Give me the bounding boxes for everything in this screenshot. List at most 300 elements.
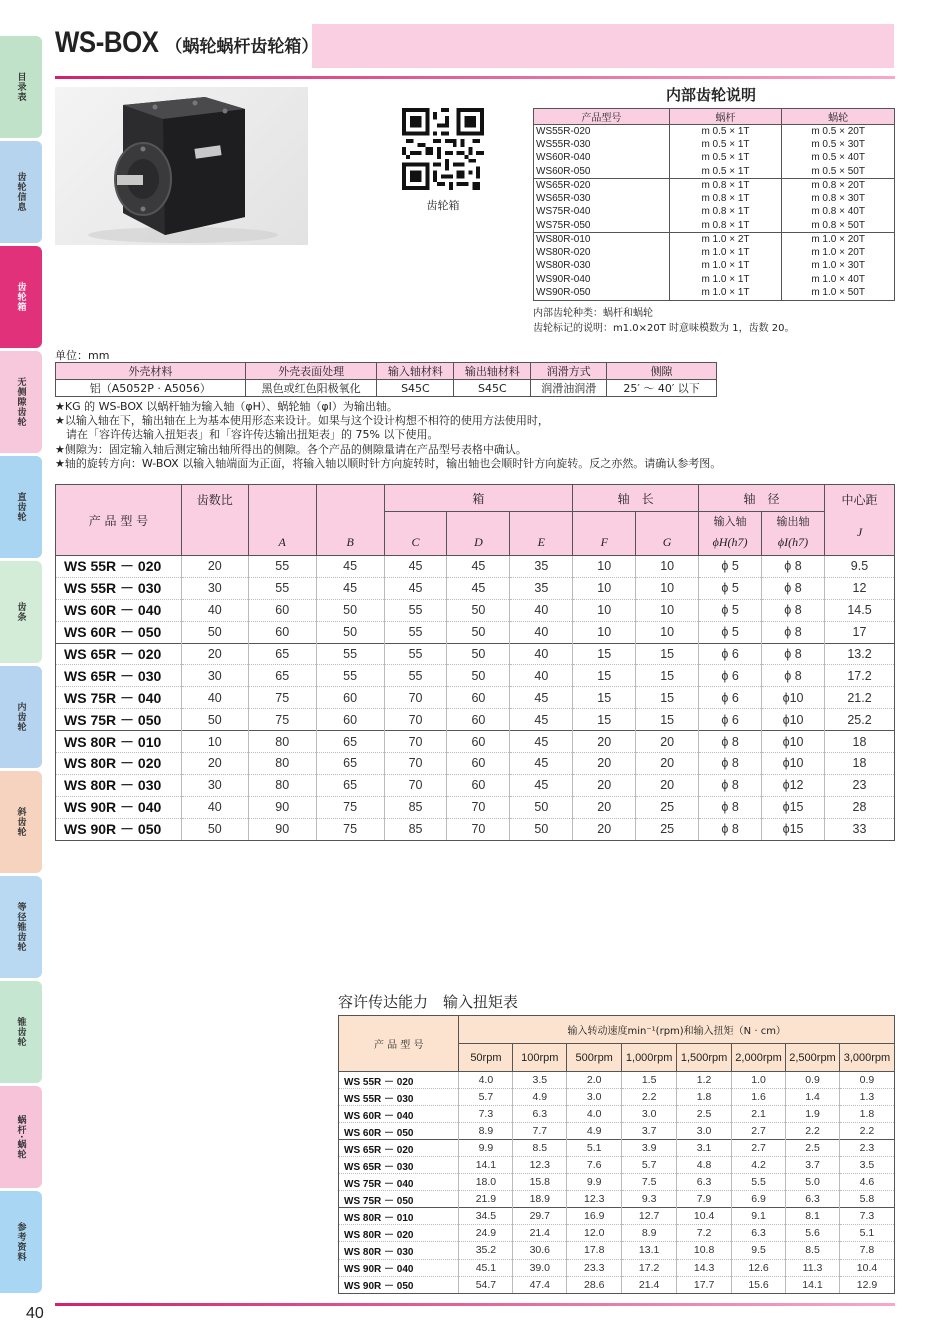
table-cell: m 0.8 × 50T <box>782 219 895 233</box>
col-E: E <box>510 512 573 556</box>
table-cell: 2.2 <box>786 1123 840 1140</box>
table-cell: ϕ12 <box>762 774 825 796</box>
center-header <box>824 485 894 556</box>
table-cell: 40 <box>510 599 573 621</box>
table-cell: 40 <box>510 665 573 687</box>
table-cell: 9.1 <box>732 1208 786 1225</box>
model-cell: WS 55R － 020 <box>339 1072 459 1089</box>
materials-cell: 黑色或红色阳极氧化 <box>245 380 377 397</box>
internal-gear-note-1: 内部齿轮种类：蜗杆和蜗轮 <box>533 308 653 319</box>
table-cell: WS90R-040 <box>534 273 670 287</box>
table-cell: ϕ 8 <box>699 731 762 753</box>
table-cell: 7.8 <box>839 1242 894 1259</box>
table-cell: 20 <box>181 753 248 775</box>
table-cell: 55 <box>384 665 447 687</box>
table-cell: m 1.0 × 50T <box>782 287 895 301</box>
table-cell: 55 <box>316 665 384 687</box>
table-row <box>534 260 895 274</box>
table-row <box>339 1276 895 1293</box>
center-header-label: 中心距 <box>841 493 878 507</box>
table-cell: 3.7 <box>622 1123 677 1140</box>
table-cell: ϕ 5 <box>699 599 762 621</box>
model-cell: WS 65R － 020 <box>339 1140 459 1157</box>
table-cell: 17 <box>824 621 894 643</box>
table-cell: 18 <box>824 731 894 753</box>
internal-gear-title: 内部齿轮说明 <box>666 86 757 104</box>
notes <box>55 400 721 471</box>
table-cell: 30.6 <box>513 1242 567 1259</box>
table-cell: 10 <box>636 556 699 578</box>
side-tab-label: 斜齿轮 <box>15 807 26 837</box>
table-cell: 47.4 <box>513 1276 567 1293</box>
table-cell: 12.3 <box>567 1191 622 1208</box>
table-cell: 12.0 <box>567 1225 622 1242</box>
table-cell: 20 <box>573 774 636 796</box>
table-cell: 6.3 <box>513 1106 567 1123</box>
table-cell: 7.9 <box>677 1191 732 1208</box>
table-cell: 5.7 <box>459 1089 513 1106</box>
qr-label: 齿轮箱 <box>426 199 460 212</box>
table-cell: 4.6 <box>839 1174 894 1191</box>
shaft-length-header: 轴 长 <box>573 485 699 512</box>
table-cell: 35.2 <box>459 1242 513 1259</box>
table-row <box>339 1191 895 1208</box>
side-tab-11[interactable] <box>0 1086 42 1188</box>
table-row <box>339 1259 895 1276</box>
table-cell: 7.2 <box>677 1225 732 1242</box>
speed-header: 1,000rpm <box>622 1044 677 1072</box>
table-cell: 55 <box>384 599 447 621</box>
table-cell: 15 <box>636 687 699 709</box>
table-cell: 8.1 <box>786 1208 840 1225</box>
bottom-divider <box>55 1303 895 1306</box>
table-row <box>534 125 895 139</box>
materials-header: 侧隙 <box>607 363 717 380</box>
table-cell: 17.2 <box>622 1259 677 1276</box>
table-cell: 50 <box>181 818 248 840</box>
model-cell: WS 65R － 030 <box>56 665 182 687</box>
col-H <box>699 512 762 556</box>
table-cell: 3.5 <box>513 1072 567 1089</box>
materials-table <box>55 362 717 397</box>
table-cell: 2.5 <box>677 1106 732 1123</box>
speed-header: 50rpm <box>459 1044 513 1072</box>
table-row <box>339 1123 895 1140</box>
col-F: F <box>573 512 636 556</box>
side-tab-label: 齿轮信息 <box>15 172 26 212</box>
speed-header: 100rpm <box>513 1044 567 1072</box>
table-cell: 15 <box>573 643 636 665</box>
side-tab-10[interactable] <box>0 981 42 1083</box>
table-cell: 15 <box>573 709 636 731</box>
table-cell: 9.9 <box>459 1140 513 1157</box>
side-tab-3[interactable] <box>0 246 42 348</box>
table-cell: 35 <box>510 556 573 578</box>
table-cell: 9.9 <box>567 1174 622 1191</box>
table-cell: 15 <box>573 687 636 709</box>
materials-header: 输入轴材料 <box>377 363 454 380</box>
table-cell: 10.4 <box>677 1208 732 1225</box>
table-row <box>534 233 895 247</box>
table-cell: 70 <box>384 774 447 796</box>
table-cell: 5.7 <box>622 1157 677 1174</box>
table-cell: m 0.5 × 1T <box>669 125 782 139</box>
table-cell: 45 <box>510 753 573 775</box>
model-cell: WS 90R － 040 <box>56 796 182 818</box>
table-cell: ϕ 6 <box>699 709 762 731</box>
table-cell: 23 <box>824 774 894 796</box>
table-cell: 65 <box>248 643 316 665</box>
side-tab-7[interactable] <box>0 666 42 768</box>
table-cell: 6.3 <box>677 1174 732 1191</box>
table-cell: 18.0 <box>459 1174 513 1191</box>
table-cell: 1.5 <box>622 1072 677 1089</box>
table-cell: 7.3 <box>839 1208 894 1225</box>
table-cell: 60 <box>248 621 316 643</box>
model-cell: WS 80R － 010 <box>339 1208 459 1225</box>
table-cell: 10 <box>573 556 636 578</box>
model-cell: WS 60R － 050 <box>339 1123 459 1140</box>
side-tab-label: 直齿轮 <box>15 492 26 522</box>
table-cell: 50 <box>316 621 384 643</box>
table-cell: 33 <box>824 818 894 840</box>
table-row <box>534 273 895 287</box>
table-cell: 40 <box>181 687 248 709</box>
table-cell: 12.6 <box>732 1259 786 1276</box>
table-cell: 10 <box>573 577 636 599</box>
table-cell: 45 <box>384 556 447 578</box>
table-row <box>339 1208 895 1225</box>
side-tab-9[interactable] <box>0 876 42 978</box>
table-cell: 13.2 <box>824 643 894 665</box>
side-tab-label: 蜗杆·蜗轮 <box>15 1114 26 1160</box>
table-cell: 40 <box>510 643 573 665</box>
table-cell: 16.9 <box>567 1208 622 1225</box>
table-cell: m 0.8 × 1T <box>669 192 782 206</box>
table-row <box>534 192 895 206</box>
table-row <box>339 1072 895 1089</box>
table-row <box>339 1157 895 1174</box>
side-tab-label: 参考资料 <box>15 1222 26 1262</box>
table-cell: 5.8 <box>839 1191 894 1208</box>
table-cell: 17.7 <box>677 1276 732 1293</box>
table-cell: 12.3 <box>513 1157 567 1174</box>
table-cell: 25.2 <box>824 709 894 731</box>
table-cell: 55 <box>384 621 447 643</box>
table-cell: ϕ 5 <box>699 577 762 599</box>
table-cell: 2.2 <box>839 1123 894 1140</box>
table-cell: 15.8 <box>513 1174 567 1191</box>
table-cell: 8.5 <box>786 1242 840 1259</box>
table-cell: 65 <box>316 731 384 753</box>
speed-header: 2,000rpm <box>732 1044 786 1072</box>
model-cell: WS 75R － 040 <box>56 687 182 709</box>
page-number: 40 <box>26 1305 44 1322</box>
model-cell: WS 80R － 030 <box>339 1242 459 1259</box>
table-cell: 65 <box>316 774 384 796</box>
table-cell: 21.4 <box>513 1225 567 1242</box>
table-row <box>56 556 895 578</box>
model-cell: WS 80R － 010 <box>56 731 182 753</box>
table-cell: 28.6 <box>567 1276 622 1293</box>
table-cell: 1.4 <box>786 1089 840 1106</box>
table-cell: 10 <box>573 621 636 643</box>
table-cell: 75 <box>248 709 316 731</box>
output-shaft-label: 输出轴 <box>776 515 810 528</box>
table-cell: m 1.0 × 30T <box>782 260 895 274</box>
table-cell: 24.9 <box>459 1225 513 1242</box>
table-cell: 0.9 <box>786 1072 840 1089</box>
side-tab-6[interactable] <box>0 561 42 663</box>
table-cell: 5.5 <box>732 1174 786 1191</box>
table-row <box>56 731 895 753</box>
table-cell: ϕ10 <box>762 753 825 775</box>
table-row <box>339 1140 895 1157</box>
table-cell: 7.7 <box>513 1123 567 1140</box>
table-cell: 20 <box>181 556 248 578</box>
table-cell: 13.1 <box>622 1242 677 1259</box>
torque-model-header: 产 品 型 号 <box>339 1016 459 1072</box>
model-cell: WS 80R － 020 <box>56 753 182 775</box>
table-row <box>339 1089 895 1106</box>
table-row <box>56 796 895 818</box>
title-banner <box>312 24 894 68</box>
table-cell: 50 <box>447 599 510 621</box>
table-cell: ϕ 8 <box>762 577 825 599</box>
table-cell: 3.7 <box>786 1157 840 1174</box>
table-cell: 34.5 <box>459 1208 513 1225</box>
table-cell: 70 <box>384 753 447 775</box>
table-cell: 17.8 <box>567 1242 622 1259</box>
table-cell: 7.5 <box>622 1174 677 1191</box>
table-cell: 1.6 <box>732 1089 786 1106</box>
page-title <box>55 26 318 66</box>
table-cell: 30 <box>181 577 248 599</box>
side-tab-label: 无侧隙齿轮 <box>15 377 26 427</box>
table-cell: ϕ 5 <box>699 556 762 578</box>
table-cell: ϕ10 <box>762 731 825 753</box>
ig-header: 蜗杆 <box>669 109 782 125</box>
qr-code[interactable] <box>402 108 484 190</box>
table-cell: m 0.8 × 1T <box>669 179 782 193</box>
table-cell: m 0.8 × 30T <box>782 192 895 206</box>
table-cell: 2.2 <box>622 1089 677 1106</box>
table-cell: 2.5 <box>786 1140 840 1157</box>
note-line: ★以输入轴在下，输出轴在上为基本使用形态来设计。如果与这个设计构想不相符的使用方法使用时， <box>55 414 549 428</box>
table-cell: 70 <box>447 796 510 818</box>
table-row <box>534 206 895 220</box>
table-cell: 8.5 <box>513 1140 567 1157</box>
input-shaft-label: 输入轴 <box>713 515 747 528</box>
model-cell: WS 80R － 030 <box>56 774 182 796</box>
table-cell: 11.3 <box>786 1259 840 1276</box>
table-cell: 10 <box>181 731 248 753</box>
table-cell: WS60R-050 <box>534 165 670 179</box>
table-cell: 8.9 <box>459 1123 513 1140</box>
table-cell: WS75R-050 <box>534 219 670 233</box>
table-cell: m 0.5 × 20T <box>782 125 895 139</box>
side-tab-5[interactable] <box>0 456 42 558</box>
table-cell: m 0.5 × 50T <box>782 165 895 179</box>
side-tab-label: 内齿轮 <box>15 702 26 732</box>
model-header: 产 品 型 号 <box>56 485 182 556</box>
speed-header: 3,000rpm <box>839 1044 894 1072</box>
table-cell: 23.3 <box>567 1259 622 1276</box>
table-cell: 80 <box>248 774 316 796</box>
table-cell: 3.5 <box>839 1157 894 1174</box>
table-cell: ϕ 8 <box>699 753 762 775</box>
table-cell: 60 <box>447 753 510 775</box>
table-row <box>56 643 895 665</box>
table-cell: ϕ15 <box>762 796 825 818</box>
table-cell: ϕ 8 <box>762 643 825 665</box>
table-cell: WS60R-040 <box>534 152 670 166</box>
model-cell: WS 55R － 020 <box>56 556 182 578</box>
table-row <box>339 1174 895 1191</box>
table-cell: m 1.0 × 40T <box>782 273 895 287</box>
side-tab-4[interactable] <box>0 351 42 453</box>
table-cell: 85 <box>384 818 447 840</box>
col-J: J <box>856 525 863 539</box>
table-cell: 50 <box>510 818 573 840</box>
materials-cell: S45C <box>454 380 531 397</box>
table-cell: ϕ 8 <box>699 818 762 840</box>
table-cell: 15 <box>636 709 699 731</box>
table-cell: m 0.5 × 40T <box>782 152 895 166</box>
table-cell: ϕ 8 <box>699 774 762 796</box>
table-cell: 21.9 <box>459 1191 513 1208</box>
table-cell: WS80R-010 <box>534 233 670 247</box>
table-cell: ϕ 8 <box>762 621 825 643</box>
table-cell: 1.8 <box>839 1106 894 1123</box>
col-C: C <box>384 512 447 556</box>
side-tab-2[interactable] <box>0 141 42 243</box>
table-cell: 50 <box>447 643 510 665</box>
table-cell: 60 <box>316 687 384 709</box>
table-cell: 6.9 <box>732 1191 786 1208</box>
table-cell: ϕ 6 <box>699 643 762 665</box>
table-cell: 30 <box>181 774 248 796</box>
table-cell: 90 <box>248 796 316 818</box>
model-cell: WS 75R － 050 <box>56 709 182 731</box>
col-I-letter: ϕI(h7) <box>777 535 809 549</box>
table-cell: 60 <box>316 709 384 731</box>
table-cell: 14.1 <box>459 1157 513 1174</box>
side-tab-label: 目录表 <box>15 72 26 102</box>
table-cell: 3.1 <box>677 1140 732 1157</box>
table-cell: 45 <box>510 774 573 796</box>
table-cell: 60 <box>447 731 510 753</box>
table-row <box>56 687 895 709</box>
table-cell: 5.6 <box>786 1225 840 1242</box>
col-B: B <box>316 485 384 556</box>
table-cell: 35 <box>510 577 573 599</box>
table-cell: m 1.0 × 1T <box>669 246 782 260</box>
table-cell: 70 <box>384 731 447 753</box>
table-cell: WS55R-030 <box>534 138 670 152</box>
table-cell: 10.4 <box>839 1259 894 1276</box>
table-cell: 25 <box>636 796 699 818</box>
table-cell: 30 <box>181 665 248 687</box>
table-row <box>56 621 895 643</box>
table-cell: 60 <box>447 709 510 731</box>
table-cell: 75 <box>316 818 384 840</box>
side-tab-12[interactable] <box>0 1191 42 1293</box>
materials-header: 外壳表面处理 <box>245 363 377 380</box>
table-cell: 55 <box>384 643 447 665</box>
col-A: A <box>248 485 316 556</box>
table-cell: 20 <box>636 731 699 753</box>
table-row <box>56 709 895 731</box>
model-cell: WS 55R － 030 <box>56 577 182 599</box>
table-cell: 55 <box>248 577 316 599</box>
table-cell: m 0.5 × 30T <box>782 138 895 152</box>
table-cell: 40 <box>181 796 248 818</box>
table-row <box>534 138 895 152</box>
table-cell: m 0.5 × 1T <box>669 152 782 166</box>
table-row <box>534 152 895 166</box>
table-cell: 60 <box>248 599 316 621</box>
table-cell: m 1.0 × 20T <box>782 233 895 247</box>
table-cell: 21.2 <box>824 687 894 709</box>
model-cell: WS 55R － 030 <box>339 1089 459 1106</box>
table-cell: 15 <box>573 665 636 687</box>
shaft-dia-header: 轴 径 <box>699 485 825 512</box>
table-cell: 70 <box>384 709 447 731</box>
table-cell: 29.7 <box>513 1208 567 1225</box>
table-cell: 45 <box>510 709 573 731</box>
table-cell: 75 <box>316 796 384 818</box>
table-cell: 14.5 <box>824 599 894 621</box>
table-cell: 1.0 <box>732 1072 786 1089</box>
table-row <box>56 577 895 599</box>
side-tab-label: 锥齿轮 <box>15 1017 26 1047</box>
model-cell: WS 90R － 050 <box>56 818 182 840</box>
table-cell: 40 <box>510 621 573 643</box>
table-cell: 50 <box>316 599 384 621</box>
table-cell: 14.3 <box>677 1259 732 1276</box>
unit-label: 单位：mm <box>55 349 110 362</box>
side-tab-8[interactable] <box>0 771 42 873</box>
note-line: ★KG 的 WS-BOX 以蜗杆轴为输入轴（φH）、蜗轮轴（φI）为输出轴。 <box>55 400 398 413</box>
table-cell: 65 <box>316 753 384 775</box>
table-row <box>339 1225 895 1242</box>
col-I <box>762 512 825 556</box>
side-tab-1[interactable] <box>0 36 42 138</box>
table-cell: 2.1 <box>732 1106 786 1123</box>
table-cell: ϕ10 <box>762 709 825 731</box>
ig-header: 产品型号 <box>534 109 670 125</box>
table-cell: ϕ10 <box>762 687 825 709</box>
table-cell: 50 <box>181 709 248 731</box>
ig-header: 蜗轮 <box>782 109 895 125</box>
table-cell: 55 <box>248 556 316 578</box>
table-cell: 20 <box>573 818 636 840</box>
table-cell: 12.9 <box>839 1276 894 1293</box>
table-cell: 14.1 <box>786 1276 840 1293</box>
table-cell: 80 <box>248 753 316 775</box>
model-cell: WS 90R － 040 <box>339 1259 459 1276</box>
table-cell: 1.2 <box>677 1072 732 1089</box>
table-cell: 45 <box>510 731 573 753</box>
table-cell: WS80R-020 <box>534 246 670 260</box>
side-tab-label: 齿条 <box>15 602 26 622</box>
product-photo <box>55 87 308 245</box>
table-row <box>339 1242 895 1259</box>
table-cell: 20 <box>636 753 699 775</box>
table-cell: 4.8 <box>677 1157 732 1174</box>
note-line: ★侧隙为：固定输入轴后测定输出轴所得出的侧隙。各个产品的侧隙量请在产品型号表格中确认。 <box>55 442 527 456</box>
